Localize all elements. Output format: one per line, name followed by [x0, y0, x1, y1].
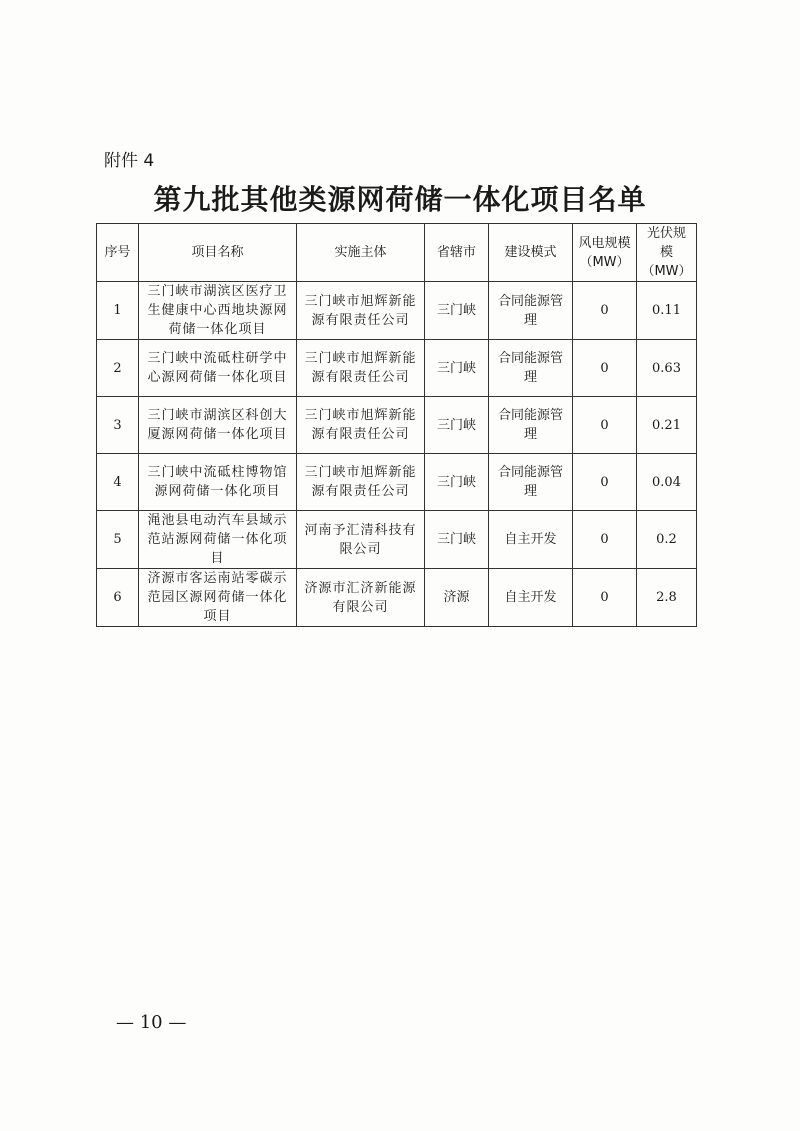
cell-solar: 0.11	[637, 282, 697, 340]
page-number: — 10 —	[116, 1012, 187, 1033]
cell-city: 三门峡	[425, 340, 489, 397]
cell-wind: 0	[573, 569, 637, 627]
cell-entity: 济源市汇济新能源有限公司	[297, 569, 425, 627]
cell-solar: 0.21	[637, 397, 697, 454]
cell-solar: 0.2	[637, 511, 697, 569]
cell-project-name: 三门峡中流砥柱研学中心源网荷储一体化项目	[139, 340, 297, 397]
annex-label: 附件 4	[104, 151, 155, 171]
table-row	[97, 511, 697, 569]
cell-index: 5	[97, 511, 139, 569]
header-wind-capacity: 风电规模（MW）	[573, 224, 637, 282]
cell-mode: 自主开发	[489, 569, 573, 627]
header-project-name: 项目名称	[139, 224, 297, 282]
cell-solar: 0.04	[637, 454, 697, 511]
table-row	[97, 569, 697, 627]
header-entity: 实施主体	[297, 224, 425, 282]
cell-entity: 三门峡市旭辉新能源有限责任公司	[297, 282, 425, 340]
cell-entity: 三门峡市旭辉新能源有限责任公司	[297, 340, 425, 397]
table-row	[97, 454, 697, 511]
table-row	[97, 340, 697, 397]
header-index: 序号	[97, 224, 139, 282]
cell-city: 济源	[425, 569, 489, 627]
header-mode: 建设模式	[489, 224, 573, 282]
cell-entity: 三门峡市旭辉新能源有限责任公司	[297, 454, 425, 511]
cell-project-name: 三门峡市湖滨区科创大厦源网荷储一体化项目	[139, 397, 297, 454]
cell-mode: 合同能源管理	[489, 454, 573, 511]
cell-project-name: 三门峡市湖滨区医疗卫生健康中心西地块源网荷储一体化项目	[139, 282, 297, 340]
cell-mode: 合同能源管理	[489, 282, 573, 340]
table-row	[97, 397, 697, 454]
cell-wind: 0	[573, 397, 637, 454]
cell-project-name: 济源市客运南站零碳示范园区源网荷储一体化项目	[139, 569, 297, 627]
cell-mode: 自主开发	[489, 511, 573, 569]
cell-index: 4	[97, 454, 139, 511]
cell-city: 三门峡	[425, 397, 489, 454]
header-city: 省辖市	[425, 224, 489, 282]
cell-project-name: 渑池县电动汽车县域示范站源网荷储一体化项目	[139, 511, 297, 569]
cell-solar: 0.63	[637, 340, 697, 397]
project-table	[96, 223, 697, 627]
cell-entity: 河南予汇清科技有限公司	[297, 511, 425, 569]
cell-mode: 合同能源管理	[489, 397, 573, 454]
cell-index: 2	[97, 340, 139, 397]
cell-mode: 合同能源管理	[489, 340, 573, 397]
cell-project-name: 三门峡中流砥柱博物馆源网荷储一体化项目	[139, 454, 297, 511]
cell-wind: 0	[573, 511, 637, 569]
cell-city: 三门峡	[425, 282, 489, 340]
table-row	[97, 282, 697, 340]
header-solar-capacity: 光伏规模（MW）	[637, 224, 697, 282]
table-header-row	[97, 224, 697, 282]
cell-wind: 0	[573, 454, 637, 511]
cell-index: 1	[97, 282, 139, 340]
cell-wind: 0	[573, 282, 637, 340]
cell-wind: 0	[573, 340, 637, 397]
cell-index: 3	[97, 397, 139, 454]
cell-entity: 三门峡市旭辉新能源有限责任公司	[297, 397, 425, 454]
cell-solar: 2.8	[637, 569, 697, 627]
document-title: 第九批其他类源网荷储一体化项目名单	[153, 183, 647, 216]
cell-index: 6	[97, 569, 139, 627]
cell-city: 三门峡	[425, 511, 489, 569]
cell-city: 三门峡	[425, 454, 489, 511]
